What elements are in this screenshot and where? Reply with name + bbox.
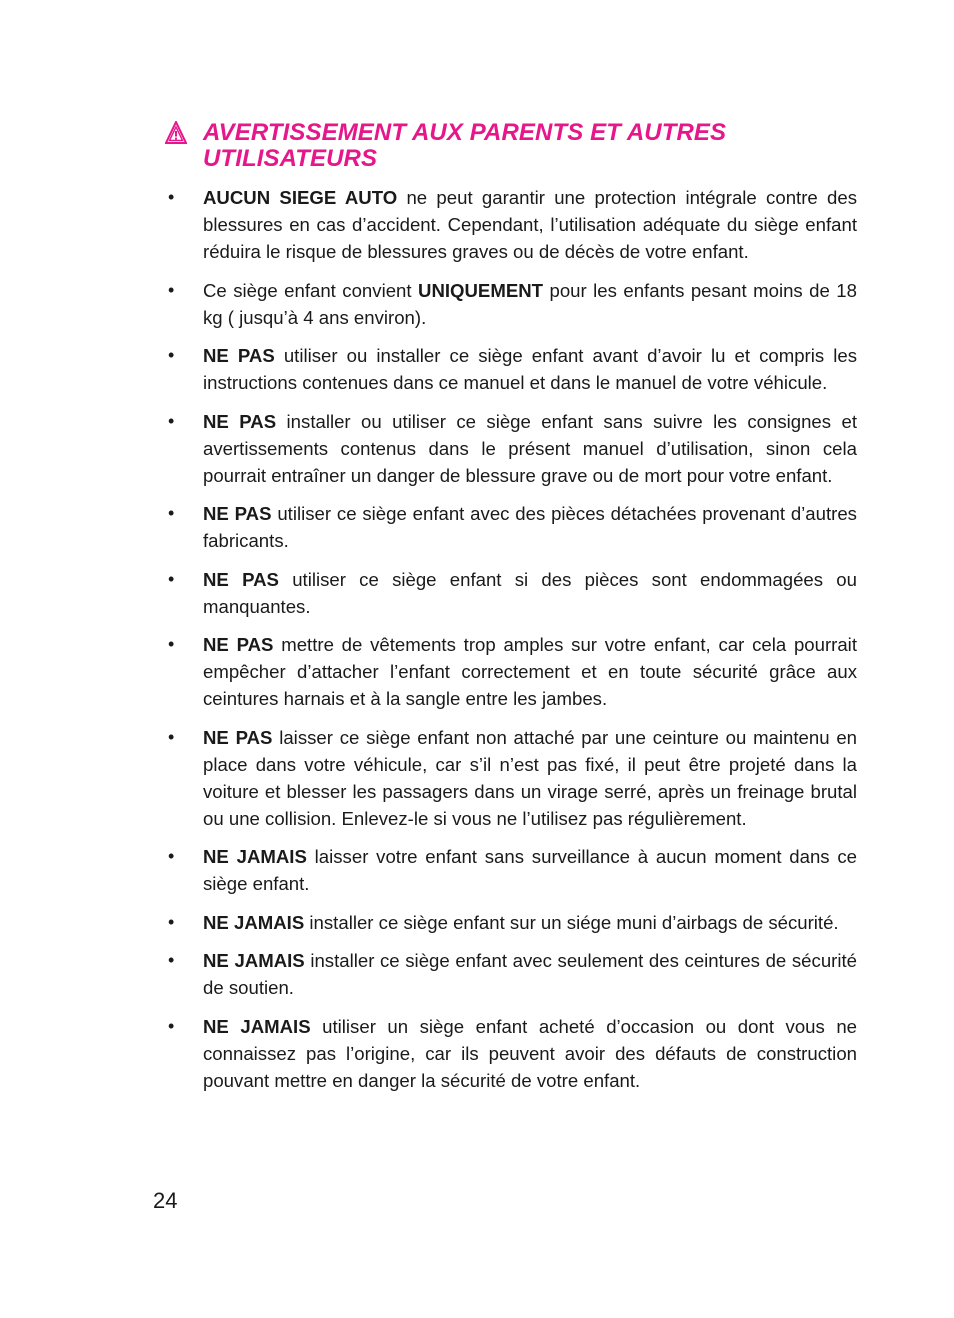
bullet-icon: • <box>168 410 175 431</box>
bullet-icon: • <box>168 950 175 970</box>
bullet-icon: • <box>168 634 175 654</box>
warning-text: utiliser ce siège enfant avec des pièces détachées provenant d’autres fabricants. <box>203 503 857 551</box>
warning-pre-text: Ce siège enfant convient <box>203 279 419 301</box>
warning-lead: AUCUN SIEGE AUTO <box>203 187 398 208</box>
list-item <box>165 184 857 265</box>
list-item <box>165 724 857 832</box>
warning-text: laisser ce siège enfant non attaché par une ceinture ou maintenu en place dans votre véhicule, car s’il n’est pas fixé, il peut être projeté dans la voiture et blesser les passagers dans un virage serré, après un freinage brutal ou une collision. Enlevez-le si vous ne l’utilisez pas régulièrement. <box>203 726 857 829</box>
bullet-icon: • <box>168 345 175 365</box>
page-title: AVERTISSEMENT AUX PARENTS ET AUTRES UTILISATEURS <box>203 119 727 172</box>
page-number: 24 <box>153 1188 178 1213</box>
warning-text: ne peut garantir une protection intégrale contre des blessures en cas d’accident. Cependant, l’utilisation adéquate du siège enfant réduira le risque de blessures graves ou de décès de votre enfant. <box>203 187 857 262</box>
warning-text: installer ce siège enfant avec seulement des ceintures de sécurité de soutien. <box>203 950 857 998</box>
warning-lead: NE PAS <box>203 634 274 655</box>
list-item <box>165 947 857 1001</box>
warning-lead: NE JAMAIS <box>203 846 307 867</box>
warning-text: laisser votre enfant sans surveillance à aucun moment dans ce siège enfant. <box>203 846 857 894</box>
warning-lead: NE PAS <box>203 726 273 748</box>
warning-lead: NE PAS <box>203 345 275 366</box>
bullet-icon: • <box>168 1015 175 1036</box>
warning-lead: NE JAMAIS <box>203 911 305 933</box>
bullet-icon: • <box>168 187 175 207</box>
warning-lead: NE JAMAIS <box>203 1015 311 1037</box>
bullet-icon: • <box>168 726 175 747</box>
warning-text: installer ce siège enfant sur un siége muni d’airbags de sécurité. <box>304 911 839 933</box>
bullet-icon: • <box>168 568 175 589</box>
warning-text: mettre de vêtements trop amples sur votre enfant, car cela pourrait empêcher d’attacher l’enfant correctement et en toute sécurité grâce aux ceintures harnais et à la sangle entre les jambes. <box>203 634 857 709</box>
list-item <box>165 408 857 489</box>
warning-lead: NE PAS <box>203 503 272 524</box>
warning-text: utiliser ou installer ce siège enfant avant d’avoir lu et compris les instructions contenues dans ce manuel et dans le manuel de votre véhicule. <box>203 345 857 393</box>
list-item <box>165 277 857 331</box>
bullet-icon: • <box>168 503 175 523</box>
list-item <box>165 566 857 620</box>
bullet-icon: • <box>168 279 175 300</box>
list-item <box>165 909 857 936</box>
warning-text: installer ou utiliser ce siège enfant sans suivre les consignes et avertissements contenus dans le présent manuel d’utilisation, sinon cela pourrait entraîner un danger de blessure grave ou de mort pour votre enfant. <box>203 410 857 486</box>
warning-text: pour les enfants pesant moins de 18 kg ( jusqu’à 4 ans environ). <box>203 279 857 328</box>
warning-list <box>165 184 857 1105</box>
list-item <box>165 500 857 554</box>
warning-lead: UNIQUEMENT <box>418 279 544 301</box>
warning-lead: NE PAS <box>203 410 277 432</box>
warning-text: utiliser ce siège enfant si des pièces sont endommagées ou manquantes. <box>203 568 857 617</box>
list-item <box>165 631 857 712</box>
list-item <box>165 843 857 897</box>
warning-text: utiliser un siège enfant acheté d’occasion ou dont vous ne connaissez pas l’origine, car ils peuvent avoir des défauts de construction pouvant mettre en danger la sécurité de votre enfant. <box>203 1015 858 1091</box>
bullet-icon: • <box>168 846 175 866</box>
list-item <box>165 1013 857 1094</box>
bullet-icon: • <box>168 911 175 932</box>
warning-triangle-icon <box>165 121 187 145</box>
warning-lead: NE JAMAIS <box>203 950 305 971</box>
list-item <box>165 342 857 396</box>
warning-lead: NE PAS <box>203 568 279 590</box>
warning-heading <box>165 120 865 172</box>
